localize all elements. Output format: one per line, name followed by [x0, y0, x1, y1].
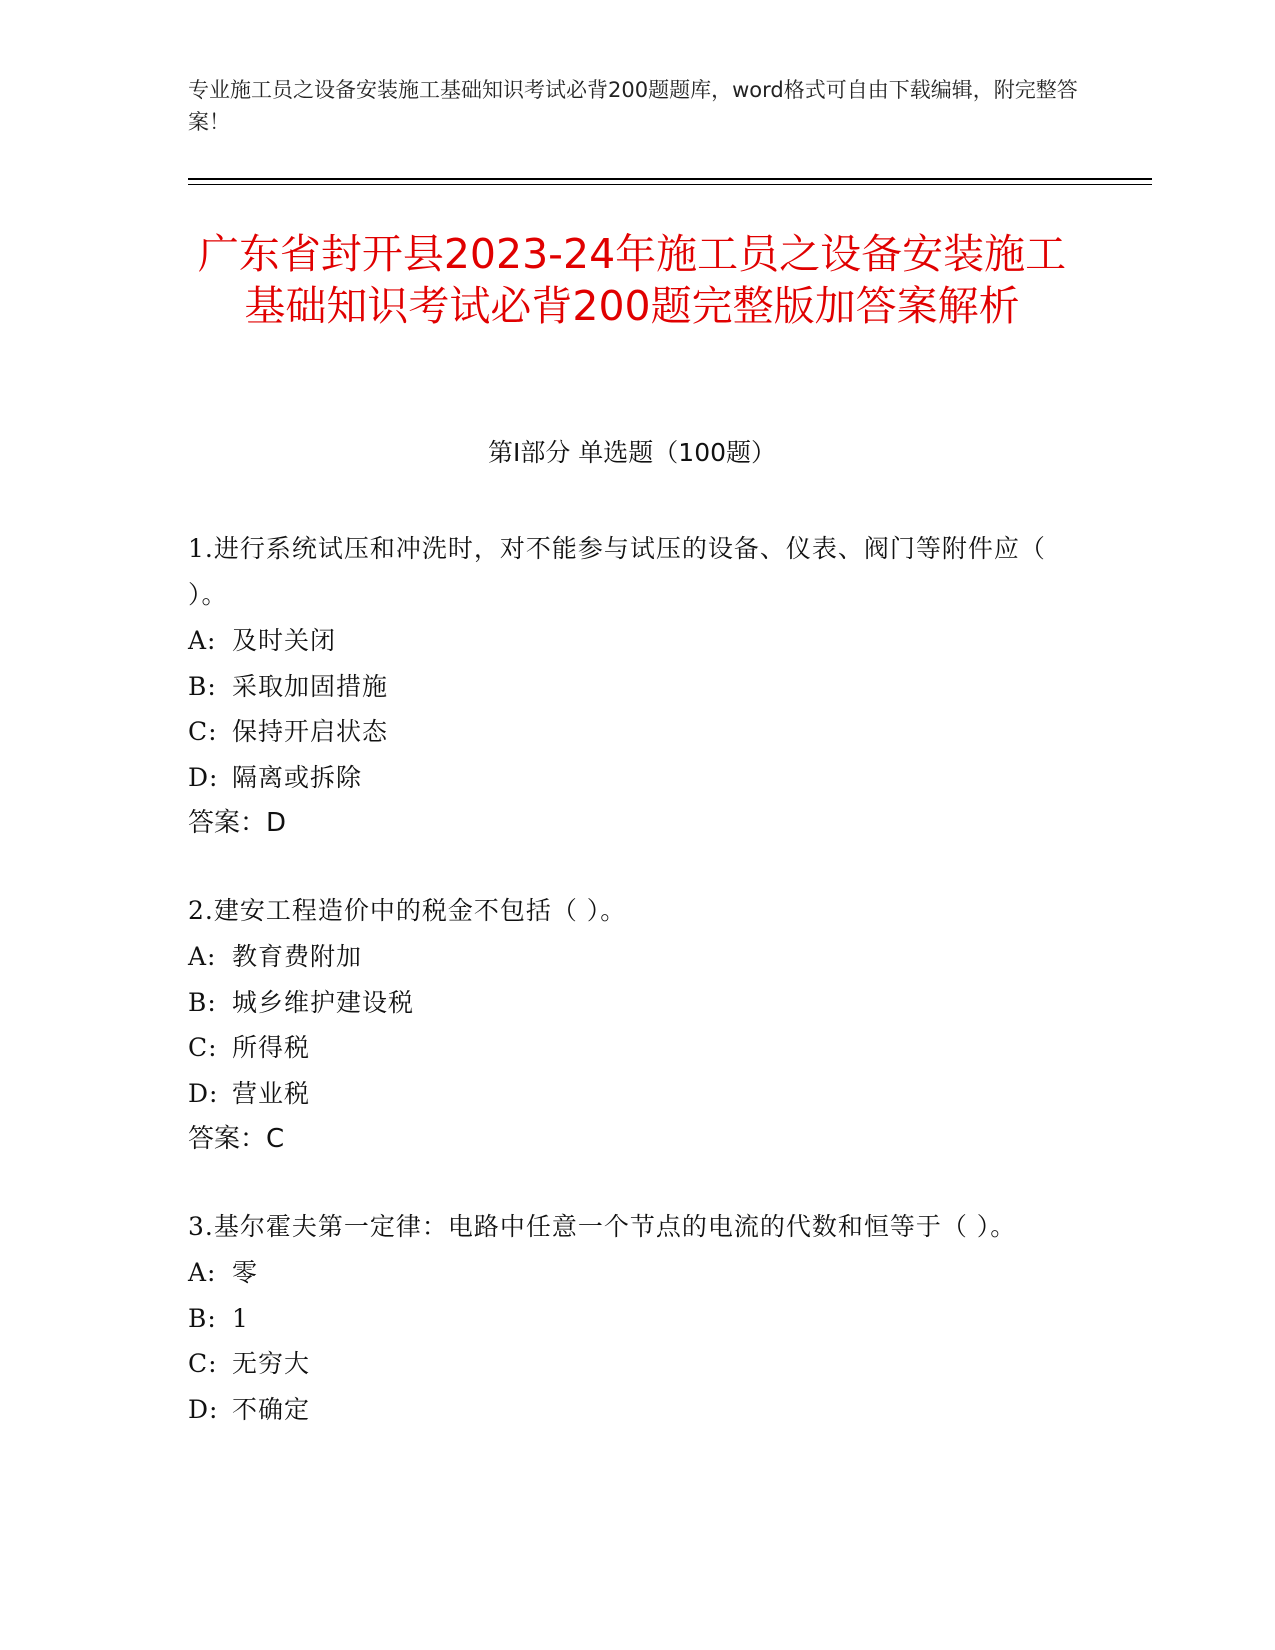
- option-c: [188, 1025, 1068, 1071]
- option-key: D:: [188, 1394, 219, 1424]
- option-a: [188, 1250, 1068, 1296]
- header-divider-thin: [188, 184, 1152, 185]
- option-key: C:: [188, 1033, 218, 1062]
- option-text: 营业税: [232, 1078, 311, 1108]
- answer-line: 答案：C: [188, 1124, 285, 1154]
- option-d: [188, 1387, 1068, 1433]
- option-text: 1: [232, 1303, 249, 1333]
- option-d: [188, 1071, 1068, 1117]
- option-text: 教育费附加: [232, 942, 363, 971]
- option-key: D:: [188, 762, 219, 792]
- option-d: [188, 755, 1068, 801]
- section-heading: 第Ⅰ部分 单选题（100题）: [487, 438, 777, 467]
- option-c: [188, 1341, 1068, 1387]
- question-stem: 3.基尔霍夫第一定律：电路中任意一个节点的电流的代数和恒等于（ ）。: [188, 1212, 1017, 1241]
- option-text: 保持开启状态: [232, 717, 389, 746]
- question-1: [188, 526, 1068, 846]
- question-list: [188, 526, 1068, 1474]
- question-3: [188, 1204, 1068, 1432]
- question-stem: 2.建安工程造价中的税金不包括（ ）。: [188, 896, 627, 925]
- option-text: 及时关闭: [232, 626, 337, 655]
- option-key: A:: [188, 626, 217, 655]
- option-text: 所得税: [232, 1033, 311, 1062]
- option-text: 不确定: [232, 1394, 311, 1424]
- option-key: A:: [188, 942, 217, 971]
- option-text: 城乡维护建设税: [232, 987, 415, 1017]
- option-text: 隔离或拆除: [232, 762, 363, 792]
- question-stem: 1.进行系统试压和冲洗时，对不能参与试压的设备、仪表、阀门等附件应（ ）。: [188, 534, 1046, 609]
- option-key: D:: [188, 1078, 219, 1108]
- option-key: C:: [188, 1349, 218, 1378]
- option-key: B:: [188, 1303, 217, 1333]
- option-a: [188, 618, 1068, 664]
- option-key: B:: [188, 671, 217, 701]
- document-title: 广东省封开县2023-24年施工员之设备安装施工基础知识考试必背200题完整版加答案解析: [197, 230, 1067, 330]
- option-text: 零: [232, 1258, 259, 1287]
- option-text: 无穷大: [232, 1349, 311, 1378]
- option-key: B:: [188, 987, 217, 1017]
- option-key: C:: [188, 717, 218, 746]
- option-b: [188, 980, 1068, 1026]
- option-a: [188, 934, 1068, 980]
- option-key: A:: [188, 1258, 217, 1287]
- answer-line: 答案：D: [188, 808, 287, 838]
- question-2: [188, 888, 1068, 1162]
- option-b: [188, 1296, 1068, 1342]
- option-b: [188, 664, 1068, 710]
- header-note: 专业施工员之设备安装施工基础知识考试必背200题题库，word格式可自由下载编辑，附完整答案！: [188, 78, 1078, 134]
- header-divider-thick: [188, 178, 1152, 180]
- option-c: [188, 709, 1068, 755]
- option-text: 采取加固措施: [232, 671, 389, 701]
